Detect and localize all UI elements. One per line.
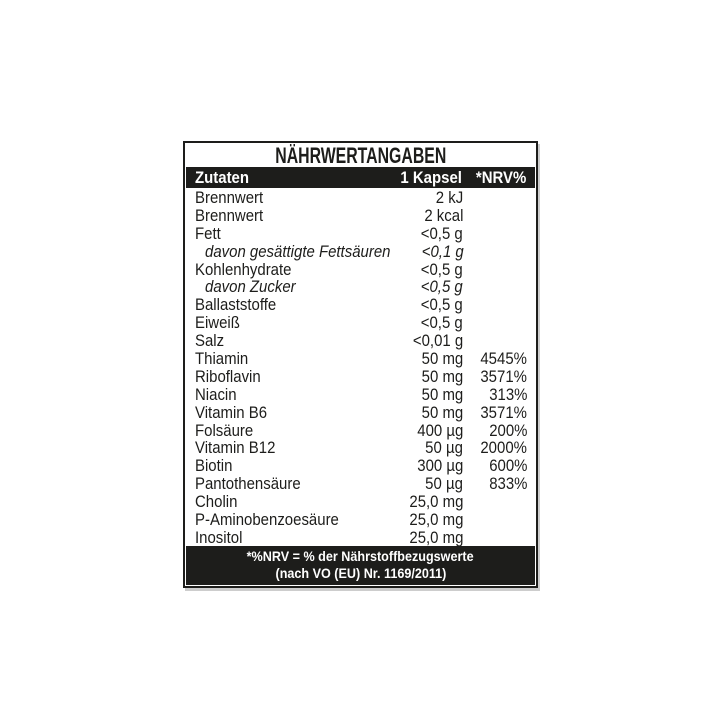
label-footnote (186, 546, 535, 585)
nutrient-name: Eiweiß (195, 313, 240, 333)
nutrient-row (195, 350, 527, 368)
footnote-line-2: (nach VO (EU) Nr. 1169/2011) (275, 565, 446, 581)
label-title-text: NÄHRWERTANGABEN (274, 143, 446, 168)
nutrient-amount: 50 µg (425, 474, 463, 494)
nutrient-row (195, 422, 527, 440)
nutrient-nrv (463, 207, 527, 225)
nutrient-name: Fett (195, 223, 221, 243)
nutrient-nrv (463, 493, 527, 511)
nutrient-name: Inositol (195, 527, 243, 547)
nutrient-nrv (463, 225, 527, 243)
nutrient-amount: <0,5 g (420, 313, 463, 333)
nutrient-amount: <0,1 g (421, 241, 464, 261)
nutrient-amount: 25,0 mg (408, 492, 463, 512)
nutrient-row (195, 314, 527, 332)
nutrient-nrv: 200% (488, 420, 527, 440)
nutrient-nrv (463, 278, 527, 296)
nutrient-amount: <0,5 g (420, 295, 463, 315)
nutrient-amount: 2 kJ (435, 188, 463, 207)
nutrient-name: P-Aminobenzoesäure (195, 510, 339, 530)
nutrient-row (195, 368, 527, 386)
nutrient-name: davon Zucker (205, 277, 296, 297)
nutrient-name: Thiamin (195, 349, 249, 369)
nutrient-row (195, 296, 527, 314)
nutrient-nrv: 313% (488, 384, 527, 404)
nutrient-name: Folsäure (195, 420, 254, 440)
label-title (185, 143, 536, 166)
nutrient-row (195, 457, 527, 475)
nutrient-row (195, 493, 527, 511)
nutrient-row (195, 511, 527, 529)
nutrient-nrv (463, 332, 527, 350)
nutrient-row (195, 261, 527, 279)
nutrient-name: Brennwert (195, 188, 264, 207)
nutrient-row (195, 404, 527, 422)
nutrient-nrv: 833% (488, 474, 527, 494)
nutrient-nrv: 2000% (480, 438, 527, 458)
nutrient-name: Salz (195, 331, 225, 351)
nutrient-nrv (463, 529, 527, 547)
nutrient-name: Biotin (195, 456, 233, 476)
header-col-ingredient: Zutaten (195, 167, 250, 187)
nutrient-name: Brennwert (195, 205, 264, 225)
nutrient-amount: 25,0 mg (408, 510, 463, 530)
nutrient-amount: 50 mg (421, 366, 463, 386)
nutrient-amount: 400 µg (416, 420, 463, 440)
nutrient-nrv (463, 189, 527, 207)
nutrient-amount: <0,5 g (420, 259, 463, 279)
nutrient-amount: 25,0 mg (408, 527, 463, 547)
nutrient-name: Ballaststoffe (195, 295, 277, 315)
nutrient-row (195, 332, 527, 350)
nutrient-nrv: 4545% (480, 349, 527, 369)
nutrient-name: Riboflavin (195, 366, 261, 386)
nutrient-nrv (463, 261, 527, 279)
nutrient-amount: 50 µg (425, 438, 463, 458)
nutrient-name: Vitamin B6 (195, 402, 268, 422)
nutrient-nrv (464, 243, 528, 261)
nutrient-row (195, 386, 527, 404)
nutrient-row (195, 207, 527, 225)
nutrient-amount: 50 mg (421, 384, 463, 404)
nutrient-amount: 300 µg (416, 456, 463, 476)
nutrient-amount: <0,5 g (420, 277, 463, 297)
nutrient-row (195, 189, 527, 207)
nutrient-amount: 50 mg (421, 349, 463, 369)
nutrient-row (195, 225, 527, 243)
nutrient-name: davon gesättigte Fettsäuren (205, 241, 391, 261)
nutrient-name: Niacin (195, 384, 237, 404)
nutrient-name: Cholin (195, 492, 238, 512)
header-col-amount: 1 Kapsel (400, 167, 462, 187)
nutrient-row (195, 278, 527, 296)
nutrient-nrv (463, 296, 527, 314)
nutrient-row (195, 439, 527, 457)
nutrient-row (195, 529, 527, 547)
nutrient-row (195, 475, 527, 493)
footnote-line-1: *%NRV = % der Nährstoffbezugswerte (247, 548, 474, 564)
nutrient-nrv: 3571% (480, 402, 527, 422)
nutrient-nrv: 3571% (480, 366, 527, 386)
nutrient-amount: 2 kcal (423, 205, 463, 225)
nutrition-facts-label (183, 141, 538, 588)
table-header-bar (186, 167, 535, 188)
nutrient-nrv: 600% (488, 456, 527, 476)
nutrient-amount: 50 mg (421, 402, 463, 422)
nutrient-nrv (463, 314, 527, 332)
nutrient-table-body (185, 188, 536, 546)
nutrient-row (195, 243, 527, 261)
nutrient-nrv (463, 511, 527, 529)
nutrient-amount: <0,01 g (412, 331, 463, 351)
nutrient-name: Vitamin B12 (195, 438, 276, 458)
nutrient-name: Pantothensäure (195, 474, 301, 494)
nutrient-amount: <0,5 g (420, 223, 463, 243)
nutrient-name: Kohlenhydrate (195, 259, 292, 279)
header-col-nrv: *NRV% (475, 167, 526, 187)
